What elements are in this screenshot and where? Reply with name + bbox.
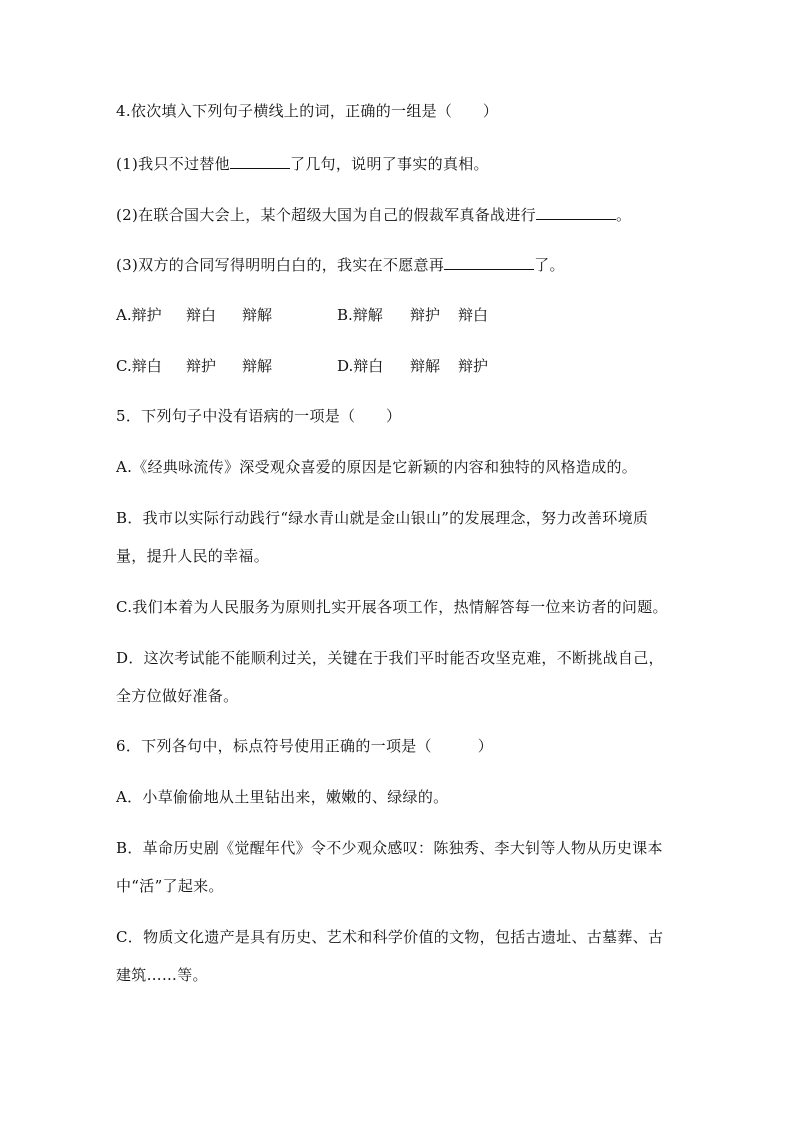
option-word: 辩白 (131, 357, 162, 375)
q4-option-a-word-3: 辩解 (242, 306, 273, 324)
q5-option-b-line-2: 量，提升人民的幸福。 (116, 547, 270, 565)
q4-s2-before: (2)在联合国大会上，某个超级大国为自己的假裁军真备战进行 (116, 206, 536, 224)
q5-option-c: C.我们本着为人民服务为原则扎实开展各项工作，热情解答每一位来访者的问题。 (116, 598, 668, 616)
q4-option-d (337, 356, 383, 376)
q6-stem: 6．下列各句中，标点符号使用正确的一项是（ ） (116, 737, 494, 755)
option-word: 辩护 (131, 306, 162, 324)
q4-s3-after: 了。 (534, 256, 565, 274)
q4-sentence-1 (116, 153, 489, 174)
q4-option-c-word-2: 辩护 (186, 357, 217, 375)
q5-option-d-line-1: D．这次考试能不能顺利过关，关键在于我们平时能否攻坚克难，不断挑战自己， (116, 649, 664, 667)
option-letter: D. (337, 357, 354, 375)
option-letter: B. (337, 306, 353, 324)
q5-stem: 5．下列句子中没有语病的一项是（ ） (116, 407, 402, 425)
q4-s2-after: 。 (615, 206, 632, 224)
option-word: 辩白 (353, 357, 384, 375)
q4-option-a-word-2: 辩白 (186, 306, 217, 324)
q4-option-b (337, 305, 383, 325)
q4-s3-before: (3)双方的合同写得明明白白的，我实在不愿意再 (116, 256, 445, 274)
q4-option-b-word-2: 辩护 (410, 306, 441, 324)
q6-option-c-line-1: C．物质文化遗产是具有历史、艺术和科学价值的文物，包括古遗址、古墓葬、古 (116, 928, 664, 946)
q4-sentence-3 (116, 254, 565, 275)
option-word: 辩解 (352, 306, 383, 324)
q4-s1-before: (1)我只不过替他 (116, 155, 230, 173)
q4-option-c (116, 356, 162, 376)
option-letter: C. (116, 357, 132, 375)
fill-blank-2 (536, 204, 616, 220)
q4-s1-after: 了几句，说明了事实的真相。 (289, 155, 489, 173)
q4-option-b-word-3: 辩白 (458, 306, 489, 324)
q4-option-a (116, 305, 162, 325)
fill-blank-3 (444, 254, 534, 270)
q4-sentence-2 (116, 204, 631, 225)
q6-option-b-line-2: 中“活”了起来。 (116, 877, 224, 895)
q4-option-c-word-3: 辩解 (242, 357, 273, 375)
q4-option-d-word-3: 辩护 (458, 357, 489, 375)
q4-option-d-word-2: 辩解 (410, 357, 441, 375)
fill-blank-1 (230, 153, 290, 169)
q6-option-a: A．小草偷偷地从土里钻出来，嫩嫩的、绿绿的。 (116, 788, 449, 806)
q6-option-b-line-1: B．革命历史剧《觉醒年代》令不少观众感叹：陈独秀、李大钊等人物从历史课本 (116, 839, 663, 857)
q6-option-c-line-2: 建筑……等。 (116, 966, 208, 984)
option-letter: A. (116, 306, 132, 324)
q5-option-d-line-2: 全方位做好准备。 (116, 687, 239, 705)
q5-option-a: A.《经典咏流传》深受观众喜爱的原因是它新颖的内容和独特的风格造成的。 (116, 458, 638, 476)
q4-stem: 4.依次填入下列句子横线上的词，正确的一组是（ ） (116, 102, 499, 120)
q5-option-b-line-1: B．我市以实际行动践行“绿水青山就是金山银山”的发展理念，努力改善环境质 (116, 509, 649, 527)
